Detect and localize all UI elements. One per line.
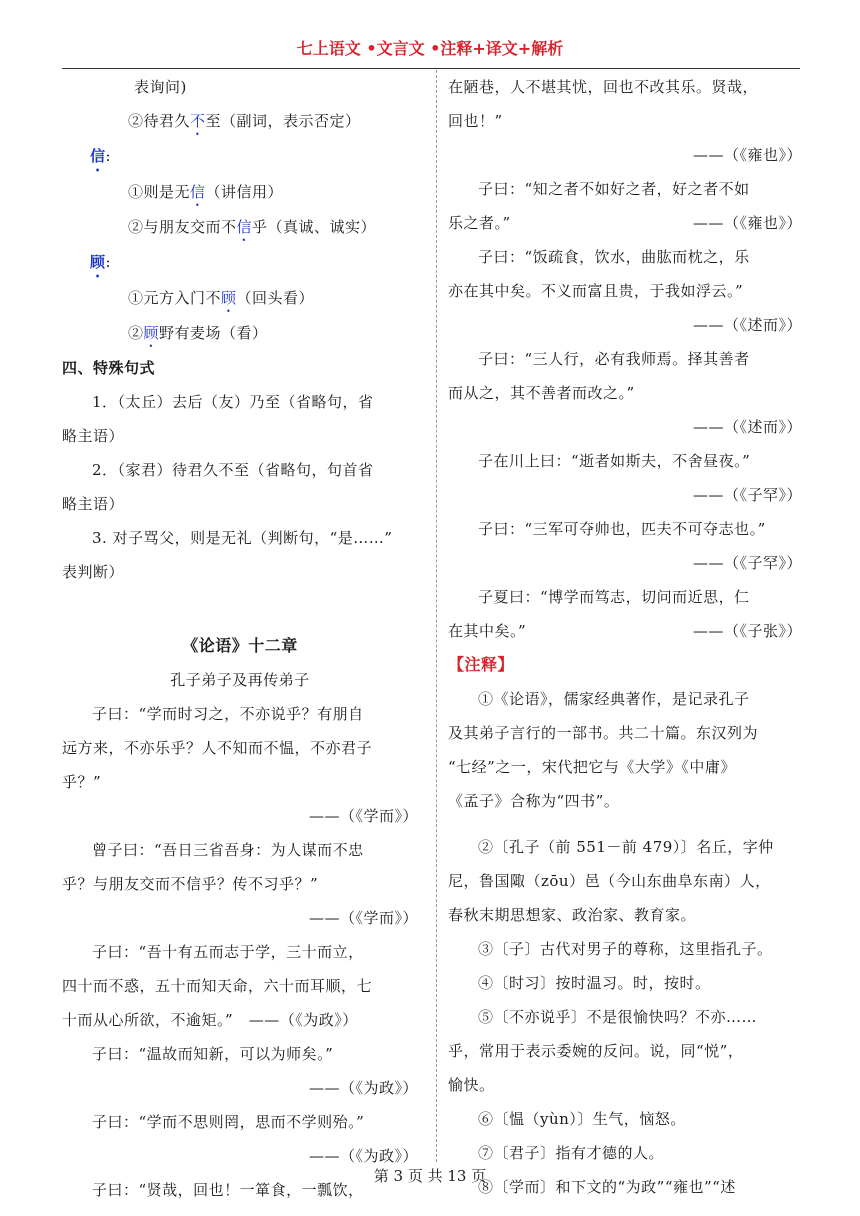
text-line: ②待君久不至（副词，表示否定）	[128, 112, 361, 130]
source-ref: ——（《为政》）	[308, 1079, 418, 1097]
key-char: 信	[236, 218, 253, 236]
note-line: 《孟子》合称为“四书”。	[448, 792, 620, 810]
text-line: 乎？”	[62, 773, 102, 791]
source-ref: ——（《学而》）	[308, 909, 418, 927]
chapter-author: 孔子弟子及再传弟子	[170, 671, 310, 689]
page-number: 第 3 页 共 13 页	[373, 1167, 487, 1185]
text-line: 子曰：“知之者不如好之者，好之者不如	[478, 180, 750, 198]
text-line: ②顾野有麦场（看）	[128, 324, 268, 342]
text-line: ①元方入门不顾（回头看）	[128, 289, 315, 307]
text-line: 子曰：“学而不思则罔，思而不学则殆。”	[92, 1113, 365, 1131]
text-line: 远方来，不亦乐乎？人不知而不愠，不亦君子	[62, 739, 373, 757]
text-line: 子曰：“贤哉，回也！一箪食，一瓢饮，	[92, 1181, 364, 1199]
note-line: ⑤〔不亦说乎〕不是很愉快吗？不亦……	[478, 1008, 758, 1026]
right-column	[448, 70, 802, 1204]
text-line: 在陋巷，人不堪其忧，回也不改其乐。贤哉，	[448, 78, 759, 96]
text-line: 略主语）	[62, 495, 125, 513]
key-char: 不	[190, 112, 206, 130]
text-line: 略主语）	[62, 427, 125, 445]
text-line: 亦在其中矣。不义而富且贵，于我如浮云。”	[448, 282, 744, 300]
text-line: 子曰：“三军可夺帅也，匹夫不可夺志也。”	[478, 520, 766, 538]
text-line: 2．（家君）待君久不至（省略句，句首省	[92, 461, 374, 479]
text-line: 在其中矣。” ——（《子张》）	[448, 614, 802, 648]
note-line: ⑦〔君子〕指有才德的人。	[478, 1144, 665, 1162]
source-ref: ——（《子罕》）	[692, 554, 802, 572]
text-line: 3. 对子骂父，则是无礼（判断句，“是……”	[92, 529, 393, 547]
note-line: “七经”之一，宋代把它与《大学》《中庸》	[448, 758, 736, 776]
left-column	[62, 70, 418, 1207]
section-heading: 四、特殊句式	[62, 359, 156, 377]
source-ref: ——（《子张》）	[692, 622, 802, 640]
source-ref: ——（《述而》）	[692, 418, 802, 436]
text-line: ②与朋友交而不信乎（真诚、诚实）	[128, 218, 377, 236]
text-line: 乐之者。” ——（《雍也》）	[448, 206, 802, 240]
text-line: 子曰：“吾十有五而志于学，三十而立，	[92, 943, 364, 961]
key-char: 顾	[221, 289, 237, 307]
keyword-heading: 顾:	[90, 253, 112, 271]
text-line: 子曰：“饭疏食，饮水，曲肱而枕之，乐	[478, 248, 750, 266]
note-line: ④〔时习〕按时温习。时，按时。	[478, 974, 711, 992]
header-rule	[62, 68, 800, 69]
page-header-title: 七上语文 •文言文 •注释+译文+解析	[296, 39, 564, 58]
note-line: 尼，鲁国陬（zōu）邑（今山东曲阜东南）人，	[448, 872, 771, 890]
note-line: ③〔子〕古代对男子的尊称，这里指孔子。	[478, 940, 773, 958]
text-line: 子曰：“温故而知新，可以为师矣。”	[92, 1045, 334, 1063]
column-divider	[436, 70, 437, 1162]
text-line: 四十而不惑，五十而知天命，六十而耳顺，七	[62, 977, 373, 995]
source-ref: ——（《为政》）	[248, 1011, 358, 1029]
source-ref: ——（《学而》）	[308, 807, 418, 825]
source-ref: ——（《为政》）	[308, 1147, 418, 1165]
text-line: 曾子曰：“吾日三省吾身：为人谋而不忠	[92, 841, 364, 859]
note-line: ⑥〔愠（yùn）〕生气，恼怒。	[478, 1110, 686, 1128]
chapter-title: 《论语》十二章	[182, 636, 298, 655]
keyword-heading: 信:	[90, 147, 112, 165]
source-ref: ——（《子罕》）	[692, 486, 802, 504]
note-line: ①《论语》，儒家经典著作，是记录孔子	[478, 690, 750, 708]
text-line: 子在川上曰：“逝者如斯夫，不舍昼夜。”	[478, 452, 751, 470]
key-char: 信	[190, 183, 206, 201]
text-line: 表判断）	[62, 563, 125, 581]
text-line: 十而从心所欲，不逾矩。” ——（《为政》）	[62, 1011, 358, 1029]
note-line: ②〔孔子（前 551－前 479）〕名丘，字仲	[478, 838, 774, 856]
source-ref: ——（《雍也》）	[692, 146, 802, 164]
source-ref: ——（《述而》）	[692, 316, 802, 334]
text-line: 回也！”	[448, 112, 503, 130]
note-line: 乎，常用于表示委婉的反问。说，同“悦”，	[448, 1042, 744, 1060]
text-line: ①则是无信（讲信用）	[128, 183, 284, 201]
note-line: 春秋末期思想家、政治家、教育家。	[448, 906, 697, 924]
text-line: 子曰：“三人行，必有我师焉。择其善者	[478, 350, 750, 368]
notes-heading: 【注释】	[448, 655, 515, 674]
note-line: 愉快。	[448, 1076, 495, 1094]
text-line: 而从之，其不善者而改之。”	[448, 384, 635, 402]
text-line: 子夏曰：“博学而笃志，切问而近思，仁	[478, 588, 750, 606]
source-ref: ——（《雍也》）	[692, 214, 802, 232]
text-line: 乎？与朋友交而不信乎？传不习乎？”	[62, 875, 319, 893]
text-line: 子曰：“学而时习之，不亦说乎？有朋自	[92, 705, 364, 723]
key-char: 顾	[143, 324, 160, 342]
text-line: 表询问)	[134, 78, 187, 96]
text-line: 1．（太丘）去后（友）乃至（省略句，省	[92, 393, 374, 411]
note-line: ⑧〔学而〕和下文的“为政”“雍也”“述	[478, 1178, 736, 1196]
note-line: 及其弟子言行的一部书。共二十篇。东汉列为	[448, 724, 759, 742]
